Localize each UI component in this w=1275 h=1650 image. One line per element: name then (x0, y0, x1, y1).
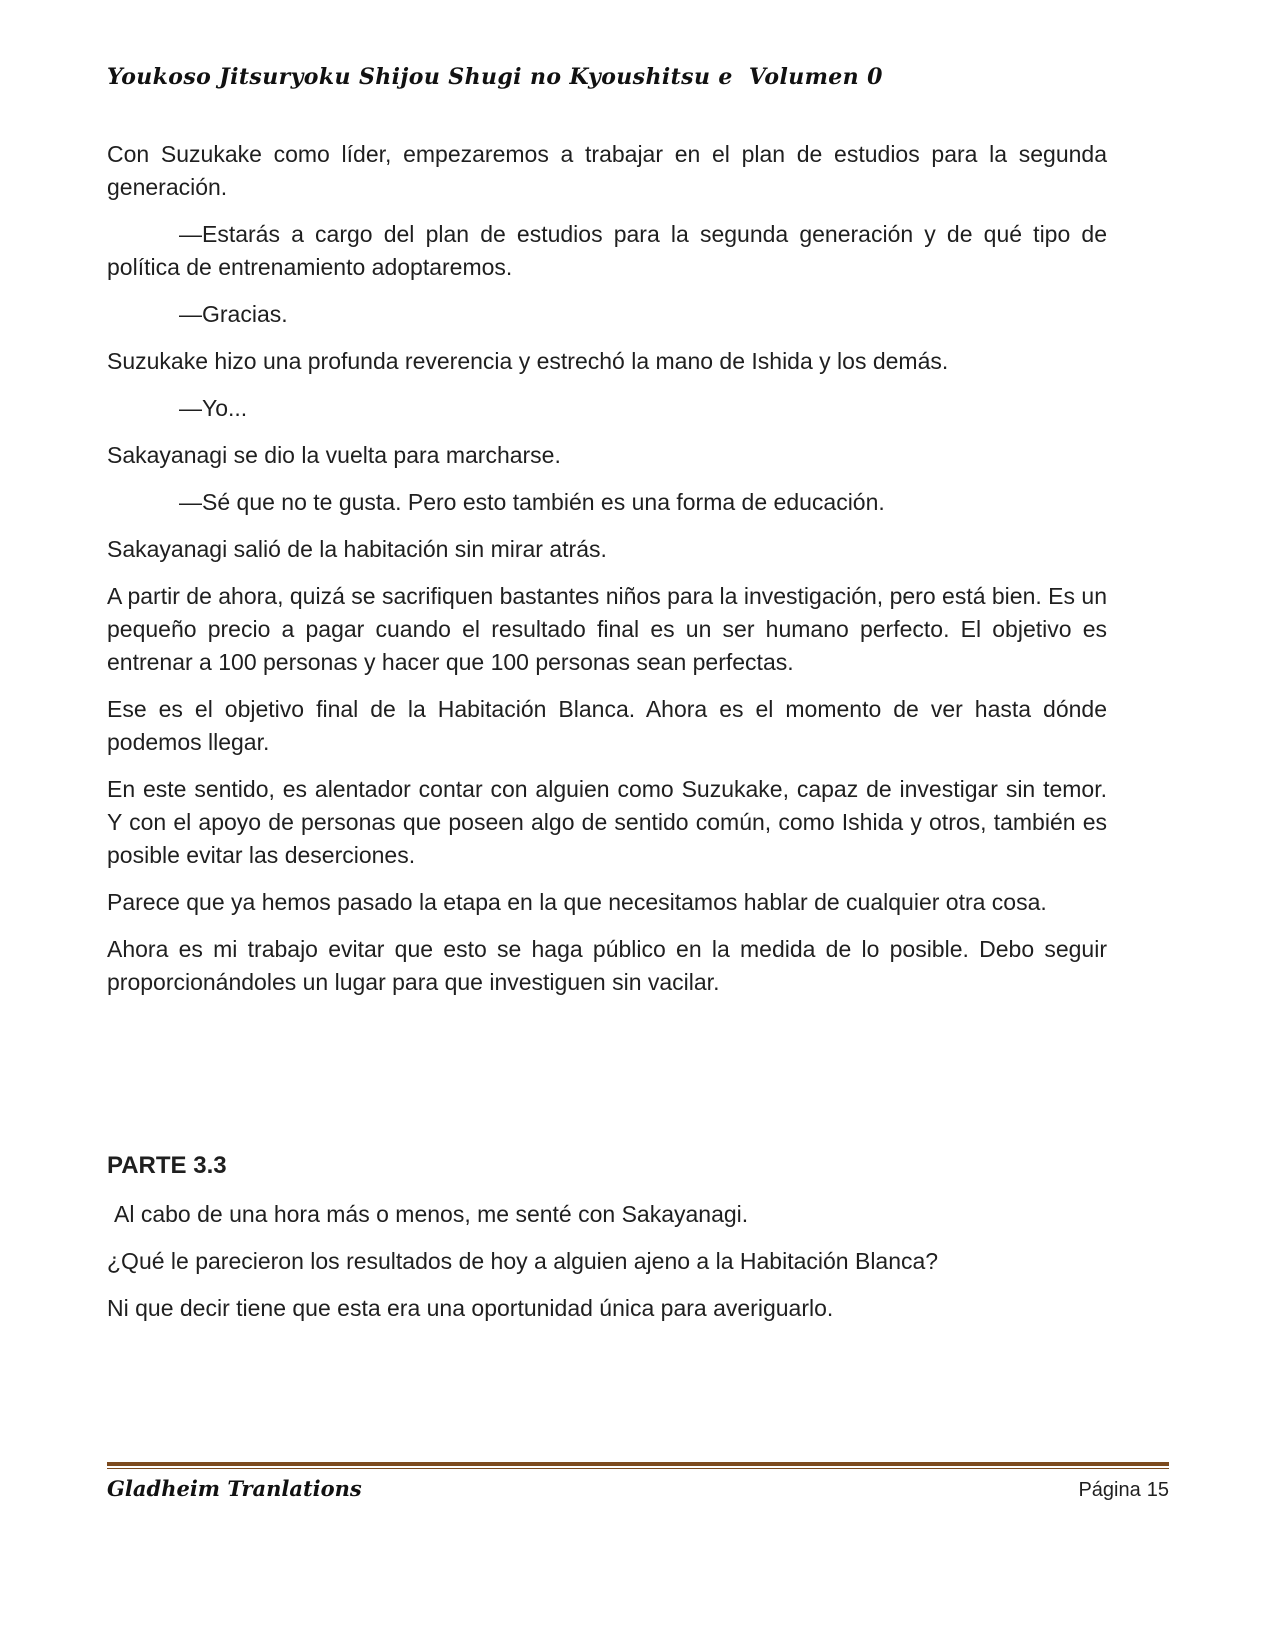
page-footer (107, 1476, 1169, 1502)
body-paragraph: Con Suzukake como líder, empezaremos a trabajar en el plan de estudios para la segunda generación. (107, 141, 1107, 200)
body-paragraph: En este sentido, es alentador contar con alguien como Suzukake, capaz de investigar sin temor. Y con el apoyo de personas que poseen algo de sentido común, como Ishida y otros, también es posible evitar las deserciones. (107, 776, 1107, 868)
body-paragraph: Sakayanagi se dio la vuelta para marcharse. (107, 442, 561, 468)
body-paragraph: ¿Qué le parecieron los resultados de hoy a alguien ajeno a la Habitación Blanca? (107, 1248, 939, 1274)
dialogue-line: —Gracias. (179, 301, 288, 327)
translator-credit: Gladheim Tranlations (107, 1476, 362, 1501)
body-paragraph: Suzukake hizo una profunda reverencia y estrechó la mano de Ishida y los demás. (107, 348, 949, 374)
body-paragraph: Sakayanagi salió de la habitación sin mirar atrás. (107, 536, 607, 562)
page-number (1078, 1479, 1169, 1502)
body-paragraph: Ahora es mi trabajo evitar que esto se haga público en la medida de lo posible. Debo seguir proporcionándoles un lugar para que investiguen sin vacilar. (107, 936, 1107, 995)
dialogue-line: —Yo... (179, 395, 248, 421)
dialogue-line: —Estarás a cargo del plan de estudios para la segunda generación y de qué tipo de política de entrenamiento adoptaremos. (107, 221, 1107, 280)
document-body (107, 138, 1107, 1339)
dialogue-line: —Sé que no te gusta. Pero esto también es una forma de educación. (179, 489, 885, 515)
footer-divider (107, 1462, 1169, 1469)
section-heading: PARTE 3.3 (107, 1152, 227, 1179)
body-paragraph: Ni que decir tiene que esta era una oportunidad única para averiguarlo. (107, 1295, 834, 1321)
body-paragraph: Parece que ya hemos pasado la etapa en la que necesitamos hablar de cualquier otra cosa. (107, 889, 1047, 915)
page-number-value: 15 (1146, 1479, 1169, 1501)
document-title: Youkoso Jitsuryoku Shijou Shugi no Kyoushitsu e Volumen 0 (107, 64, 883, 90)
body-paragraph: Al cabo de una hora más o menos, me senté con Sakayanagi. (114, 1201, 749, 1227)
body-paragraph: Ese es el objetivo final de la Habitación Blanca. Ahora es el momento de ver hasta dónde podemos llegar. (107, 696, 1107, 755)
body-paragraph: A partir de ahora, quizá se sacrifiquen bastantes niños para la investigación, pero está bien. Es un pequeño precio a pagar cuando el resultado final es un ser humano perfecto. El objetivo es entrenar a 100 personas y hacer que 100 personas sean perfectas. (107, 583, 1107, 675)
page-number-label: Página (1078, 1479, 1141, 1501)
